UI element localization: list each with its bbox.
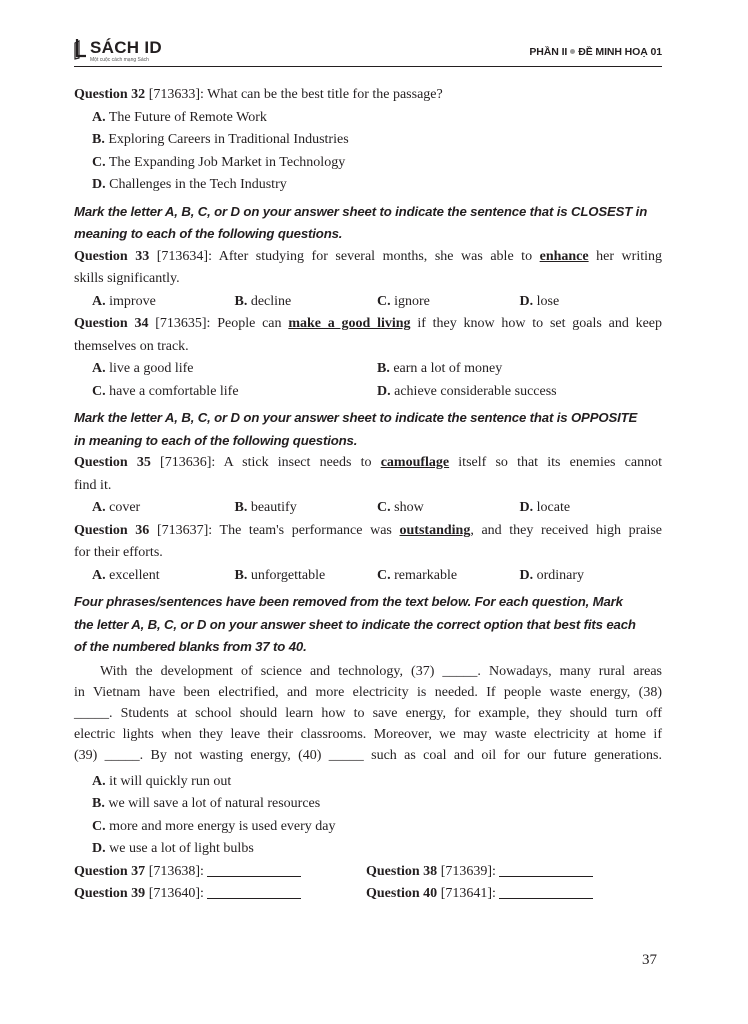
question-34: Question 34 [713635]: People can make a good living if they know how to set goals and keep bbox=[74, 316, 663, 331]
option-b: B. we will save a lot of natural resources bbox=[92, 796, 321, 811]
option-a: A. cover bbox=[92, 500, 141, 515]
option-d: D. achieve considerable success bbox=[377, 383, 557, 399]
option-a: A. improve bbox=[92, 293, 156, 309]
option-b: B. beautify bbox=[234, 500, 297, 515]
question-36: Question 36 [713637]: The team's performance was outstanding, and they received high praise bbox=[74, 522, 663, 538]
question-label: Question 36 bbox=[74, 522, 150, 538]
question-35: Question 35 [713636]: A stick insect needs to camouflage itself so that its enemies cannot bbox=[74, 455, 662, 470]
options-row bbox=[74, 565, 662, 588]
section-part: PHẦN II bbox=[529, 46, 568, 58]
passage-line: With the development of science and technology, (37) _____. Nowadays, many rural areas bbox=[100, 663, 662, 679]
answer-37: Question 37 [713638]: bbox=[74, 861, 366, 884]
question-label: Question 34 bbox=[74, 316, 149, 331]
option-a: A. live a good life bbox=[92, 361, 194, 376]
options-row bbox=[74, 291, 662, 314]
option-c: C. remarkable bbox=[377, 567, 458, 583]
options-row bbox=[74, 358, 662, 381]
answer-38: Question 38 [713639]: bbox=[366, 861, 658, 884]
passage-line: (39) _____. By not wasting energy, (40) _____ such as coal and oil for our future generations. bbox=[74, 747, 662, 763]
logo-text: SÁCH ID bbox=[90, 38, 162, 57]
underlined-word: outstanding bbox=[399, 522, 471, 538]
option-c: C. have a comfortable life bbox=[92, 383, 239, 399]
question-text: [713633]: What can be the best title for the passage? bbox=[148, 87, 443, 102]
header-divider bbox=[74, 66, 662, 67]
answer-40: Question 40 [713641]: bbox=[366, 883, 658, 906]
option-b: B. Exploring Careers in Traditional Industries bbox=[92, 132, 349, 147]
logo bbox=[74, 36, 204, 66]
question-33: Question 33 [713634]: After studying for several months, she was able to enhance her writing bbox=[74, 248, 662, 264]
answer-blank[interactable] bbox=[499, 885, 593, 899]
option-c: C. more and more energy is used every day bbox=[92, 818, 336, 834]
instruction-opposite: Mark the letter A, B, C, or D on your answer sheet to indicate the sentence that is OPPOSITE in meaning to each of the following questions. bbox=[74, 410, 638, 448]
option-d: D. we use a lot of light bulbs bbox=[92, 841, 254, 856]
phrase-options bbox=[74, 771, 662, 861]
page-header bbox=[74, 36, 662, 70]
question-label: Question 35 bbox=[74, 455, 151, 470]
option-a: A. it will quickly run out bbox=[92, 773, 232, 789]
question-label: Question 32 bbox=[74, 87, 146, 102]
underlined-phrase: make a good living bbox=[288, 316, 411, 331]
option-d: D. Challenges in the Tech Industry bbox=[92, 177, 287, 192]
options-row bbox=[74, 381, 662, 404]
option-d: D. ordinary bbox=[519, 567, 585, 583]
passage-line: _____. Students at school should learn how to save energy, for example, they should turn off bbox=[74, 705, 662, 721]
options-row bbox=[74, 497, 662, 520]
option-a: A. The Future of Remote Work bbox=[92, 109, 267, 125]
underlined-word: enhance bbox=[539, 248, 589, 264]
underlined-word: camouflage bbox=[380, 455, 450, 470]
option-b: B. earn a lot of money bbox=[377, 361, 503, 376]
section-heading bbox=[529, 46, 662, 58]
passage-line: in Vietnam have been electrified, and more electricity is needed. If people waste energy, (38) bbox=[74, 684, 662, 700]
option-c: C. show bbox=[377, 500, 424, 515]
question-label: Question 33 bbox=[74, 248, 150, 264]
page-content: Question 32 [713633]: What can be the best title for the passage? A. The Future of Remote Work B. Exploring Careers in Traditional Industries C. The Expanding Job Market in Technology D. Challenges in the Tech Industry Mark the letter A, B, C, or D on your answer sheet to indicate the sentence that is CLOSEST in meaning to each of the following questions. Question 33 [713634]: After studying for several months, she was able to enhance her writing skills significantly. A. improve B. decline C. ignore D. lose Question 34 [713635]: People can make a good living if they know how to set goals and keep themselves on track. A. live a good life B. earn a lot of money C. have a comfortable life D. achieve considerable success Mark the letter A, B, C, or D on your answer sheet to indicate the sentence that is OPPOSITE in meaning to each of the following questions. Question 35 [713636]: A stick insect needs to camouflage itself so that its enemies cannot find it. A. cover B. beautify C. show D. locate Question 36 [713637]: The team's performance was outstanding, and they received high praise for their efforts. A. excellent B. unforgettable C. remarkable D. ordinary Four phrases/sentences have been removed from the text below. For each question, Mark the letter A, B, C, or D on your answer sheet to indicate the correct option that best fits each of the numbered blanks from 37 to 40. With the development of science and technology, (37) _____. Nowadays, many rural areas in Vietnam have been electrified, and more electricity is needed. If people waste energy, (38) _____. Students at school should learn how to save energy, for example, they should turn off electric lights when they leave their classrooms. Moreover, we may waste electricity at home if (39) _____. By not wasting energy, (40) _____ such as coal and oil for our future generations. A. it will quickly run out B. we will save a lot of natural resources C. more and more energy is used every day D. we use a lot of light bulbs Question 37 [713638]: Question 38 [713639]: Question 39 [713640]: Question 40 [713641]: bbox=[74, 84, 662, 906]
answer-blank[interactable] bbox=[499, 863, 593, 877]
instruction-phrases: Four phrases/sentences have been removed from the text below. For each question, Mark the letter A, B, C, or D on your answer sheet to indicate the correct option that best fits each of the numbered blanks from 37 to 40. bbox=[74, 594, 636, 654]
section-title: ĐỀ MINH HOẠ 01 bbox=[578, 46, 662, 58]
answer-39: Question 39 [713640]: bbox=[74, 883, 366, 906]
option-c: C. ignore bbox=[377, 293, 430, 309]
option-c: C. The Expanding Job Market in Technology bbox=[92, 154, 346, 170]
answer-row bbox=[74, 861, 662, 884]
book-logo-icon bbox=[74, 38, 88, 60]
option-b: B. unforgettable bbox=[234, 567, 326, 583]
bullet-icon bbox=[570, 49, 575, 54]
option-d: D. locate bbox=[519, 500, 571, 515]
passage-line: electric lights when they leave their classrooms. Moreover, we may waste electricity at home if bbox=[74, 726, 662, 742]
question-32 bbox=[74, 84, 662, 107]
option-a: A. excellent bbox=[92, 567, 160, 583]
option-d: D. lose bbox=[519, 293, 560, 309]
page-number: 37 bbox=[642, 952, 657, 968]
reading-passage bbox=[74, 661, 662, 766]
option-b: B. decline bbox=[234, 293, 292, 309]
answer-row bbox=[74, 883, 662, 906]
answer-blank[interactable] bbox=[207, 863, 301, 877]
instruction-closest: Mark the letter A, B, C, or D on your answer sheet to indicate the sentence that is CLOSEST in meaning to each of the following questions. bbox=[74, 203, 648, 241]
answer-blank[interactable] bbox=[207, 885, 301, 899]
logo-tagline: Một cuộc cách mạng Sách bbox=[90, 57, 149, 63]
